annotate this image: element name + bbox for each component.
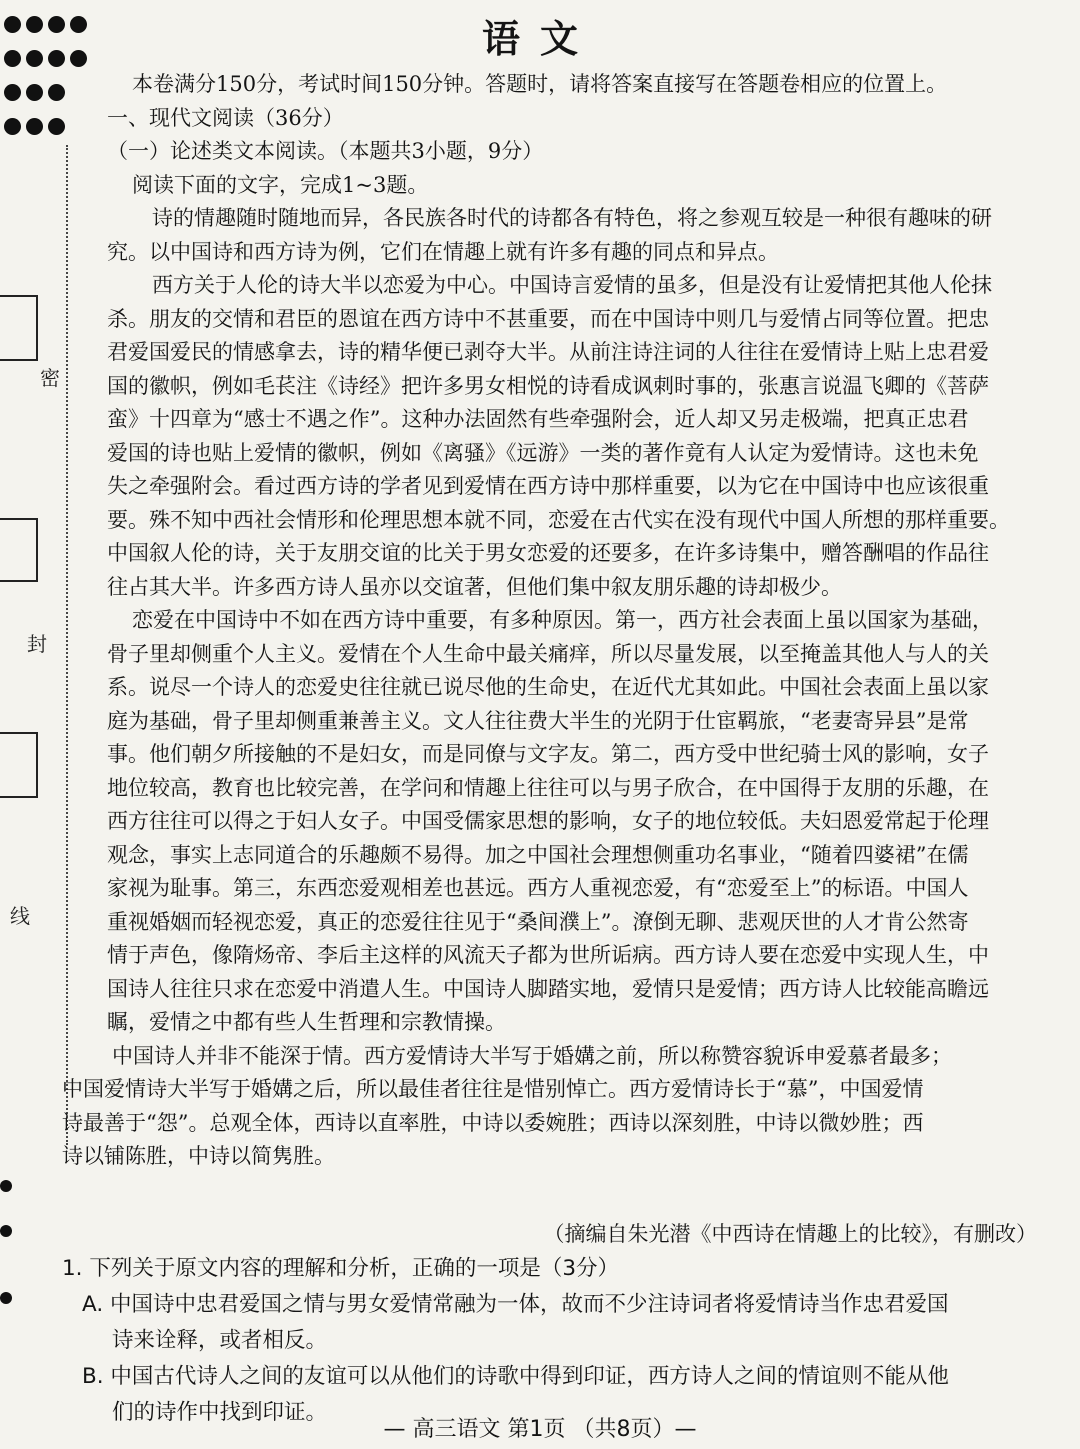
passage-line: 蛮》十四章为“感士不遇之作”。这种办法固然有些牵强附会，近人却又另走极端，把真正忠君	[107, 407, 969, 431]
margin-dot	[0, 1225, 12, 1237]
passage-line: 西方关于人伦的诗大半以恋爱为中心。中国诗言爱情的虽多，但是没有让爱情把其他人伦抹	[152, 273, 992, 297]
passage-line: 家视为耻事。第三，东西恋爱观相差也甚远。西方人重视恋爱，有“恋爱至上”的标语。中国人	[107, 876, 969, 900]
passage-line: 情于声色，像隋炀帝、李后主这样的风流天子都为世所诟病。西方诗人要在恋爱中实现人生，中	[107, 943, 989, 967]
passage-line: 瞩，爱情之中都有些人生哲理和宗教情操。	[107, 1010, 506, 1034]
instruction-text: 阅读下面的文字，完成1~3题。	[132, 172, 429, 197]
passage-line: 失之牵强附会。看过西方诗的学者见到爱情在西方诗中那样重要，以为它在中国诗中也应该很重	[107, 474, 989, 498]
passage-line: 中国叙人伦的诗，关于友朋交谊的比关于男女恋爱的还要多，在许多诗集中，赠答酬唱的作品往	[107, 541, 989, 565]
passage-line: 庭为基础，骨子里却侧重兼善主义。文人往往费大半生的光阴于仕宦羁旅，“老妻寄异县”是常	[107, 708, 969, 733]
option-b-continued: 们的诗作中找到印证。	[112, 1400, 328, 1425]
passage-line: 观念，事实上志同道合的乐趣颇不易得。加之中国社会理想侧重功名事业，“随着四婆裙”在儒	[107, 842, 969, 867]
passage-line: 中国爱情诗大半写于婚媾之后，所以最佳者往往是惜别悼亡。西方爱情诗长于“慕”，中国爱情	[62, 1077, 924, 1101]
binding-box	[0, 732, 38, 798]
passage-line: 恋爱在中国诗中不如在西方诗中重要，有多种原因。第一，西方社会表面上虽以国家为基础，	[132, 608, 993, 632]
binding-box	[0, 295, 38, 361]
binding-box	[0, 518, 38, 582]
passage-line: 西方往往可以得之于妇人女子。中国受儒家思想的影响，女子的地位较低。夫妇恩爱常起于伦理	[107, 809, 989, 833]
passage-line: 诗最善于“怨”。总观全体，西诗以直率胜，中诗以委婉胜；西诗以深刻胜，中诗以微妙胜；西	[62, 1110, 924, 1135]
page-footer: — 高三语文 第1页 （共8页）—	[383, 1417, 697, 1442]
subsection-heading: （一）论述类文本阅读。（本题共3小题，9分）	[107, 139, 544, 163]
passage-line: 国诗人往往只求在恋爱中消遣人生。中国诗人脚踏实地，爱情只是爱情；西方诗人比较能高瞻远	[107, 976, 989, 1001]
option-a: A. 中国诗中忠君爱国之情与男女爱情常融为一体，故而不少注诗词者将爱情诗当作忠君爱国	[82, 1292, 949, 1317]
seal-mark-mi: 密	[40, 366, 60, 390]
passage-line: 诗的情趣随时随地而异，各民族各时代的诗都各有特色，将之参观互较是一种很有趣味的研	[152, 206, 992, 230]
passage-line: 究。以中国诗和西方诗为例，它们在情趣上就有许多有趣的同点和异点。	[107, 239, 779, 264]
option-a-continued: 诗来诠释，或者相反。	[112, 1328, 328, 1353]
passage-line: 往占其大半。许多西方诗人虽亦以交谊著，但他们集中叙友朋乐趣的诗却极少。	[107, 574, 842, 599]
exam-content	[62, 68, 1047, 1431]
passage-line: 爱国的诗也贴上爱情的徽帜，例如《离骚》《远游》一类的著作竟有人认定为爱情诗。这也未免	[107, 440, 979, 465]
seal-mark-feng: 封	[27, 632, 47, 656]
passage-line: 诗以铺陈胜，中诗以简隽胜。	[62, 1144, 335, 1168]
passage-line: 国的徽帜，例如毛苌注《诗经》把许多男女相悦的诗看成讽刺时事的，张惠言说温飞卿的《菩萨	[107, 373, 989, 398]
intro-text: 本卷满分150分，考试时间150分钟。答题时，请将答案直接写在答题卷相应的位置上。	[132, 72, 948, 96]
passage-line: 系。说尽一个诗人的恋爱史往往就已说尽他的生命史，在近代尤其如此。中国社会表面上虽以家	[107, 675, 989, 699]
passage-line: 君爱国爱民的情感拿去，诗的精华便已剥夺大半。从前注诗注词的人往往在爱情诗上贴上忠君爱	[107, 340, 989, 364]
passage-line: 骨子里却侧重个人主义。爱情在个人生命中最关痛痒，所以尽量发展，以至掩盖其他人与人的关	[107, 641, 989, 666]
margin-dot	[0, 1180, 12, 1192]
passage-line: 要。殊不知中西社会情形和伦理思想本就不同，恋爱在古代实在没有现代中国人所想的那样重要。	[107, 507, 1010, 532]
passage-line: 中国诗人并非不能深于情。西方爱情诗大半写于婚媾之前，所以称赞容貌诉申爱慕者最多；	[112, 1043, 952, 1068]
source-citation: （摘编自朱光潜《中西诗在情趣上的比较》，有删改）	[543, 1221, 1037, 1246]
passage-line: 地位较高，教育也比较完善，在学问和情趣上往往可以与男子欣合，在中国得于友朋的乐趣，在	[107, 775, 989, 800]
question-stem: 1. 下列关于原文内容的理解和分析，正确的一项是（3分）	[62, 1256, 620, 1281]
passage-line: 事。他们朝夕所接触的不是妇女，而是同僚与文字友。第二，西方受中世纪骑士风的影响，女子	[107, 742, 989, 766]
seal-mark-xian: 线	[10, 904, 30, 928]
option-b: B. 中国古代诗人之间的友谊可以从他们的诗歌中得到印证，西方诗人之间的情谊则不能从他	[82, 1364, 949, 1389]
section-heading: 一、现代文阅读（36分）	[107, 105, 344, 130]
page-title: 语文	[481, 16, 598, 61]
passage-line: 杀。朋友的交情和君臣的恩谊在西方诗中不甚重要，而在中国诗中则几与爱情占同等位置。把忠	[107, 306, 989, 331]
passage-line: 重视婚姻而轻视恋爱，真正的恋爱往往见于“桑间濮上”。潦倒无聊、悲观厌世的人才肯公然寄	[107, 909, 969, 934]
margin-dot	[0, 1292, 12, 1304]
